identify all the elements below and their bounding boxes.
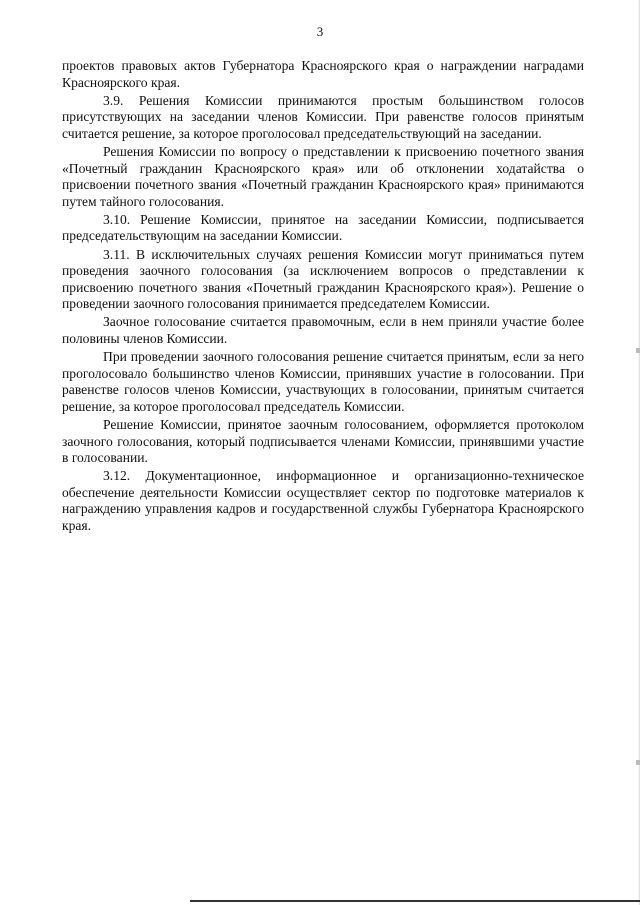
footer-line — [190, 900, 640, 902]
scan-mark — [636, 348, 640, 353]
scan-mark — [636, 760, 640, 765]
document-body — [62, 58, 584, 536]
paragraph-absentee-protocol: Решение Комиссии, принятое заочным голосованием, оформляется протоколом заочного голосования, который подписывается членами Комиссии, принявшими участие в голосовании. — [62, 416, 584, 466]
paragraph-3-11: 3.11. В исключительных случаях решения Комиссии могут приниматься путем проведения заочного голосования (за исключением вопросов о представлении к присвоению почетного звания «Почетный гражданин Красноярского края»). Решение о проведении заочного голосования принимается председателем Комиссии. — [62, 246, 584, 312]
paragraph-quorum: Заочное голосование считается правомочным, если в нем приняли участие более половины членов Комиссии. — [62, 314, 584, 346]
paragraph-3-10: 3.10. Решение Комиссии, принятое на заседании Комиссии, подписывается председательствующим на заседании Комиссии. — [62, 211, 584, 244]
paragraph-3-12: 3.12. Документационное, информационное и организационно-техническое обеспечение деятельности Комиссии осуществляет сектор по подготовке материалов к награждению управления кадров и государственной службы Губернатора Красноярского края. — [62, 468, 584, 534]
paragraph-absentee-decision: При проведении заочного голосования решение считается принятым, если за него проголосовало большинство членов Комиссии, принявших участие в голосовании. При равенстве голосов членов Комиссии, участвующих в голосовании, принятым считается решение, за которое проголосовал председатель Комиссии. — [62, 349, 584, 414]
paragraph-continuation: проектов правовых актов Губернатора Красноярского края о награждении наградами Красноярского края. — [62, 58, 584, 90]
paragraph-secret-vote: Решения Комиссии по вопросу о представлении к присвоению почетного звания «Почетный гражданин Красноярского края» или об отклонении ходатайства о присвоении почетного звания «Почетный гражданин Красноярского края» принимаются путем тайного голосования. — [62, 143, 584, 209]
paragraph-3-9: 3.9. Решения Комиссии принимаются простым большинством голосов присутствующих на заседании членов Комиссии. При равенстве голосов принятым считается решение, за которое проголосовал председательствующий на заседании. — [62, 92, 584, 141]
page-number: 3 — [316, 24, 324, 39]
